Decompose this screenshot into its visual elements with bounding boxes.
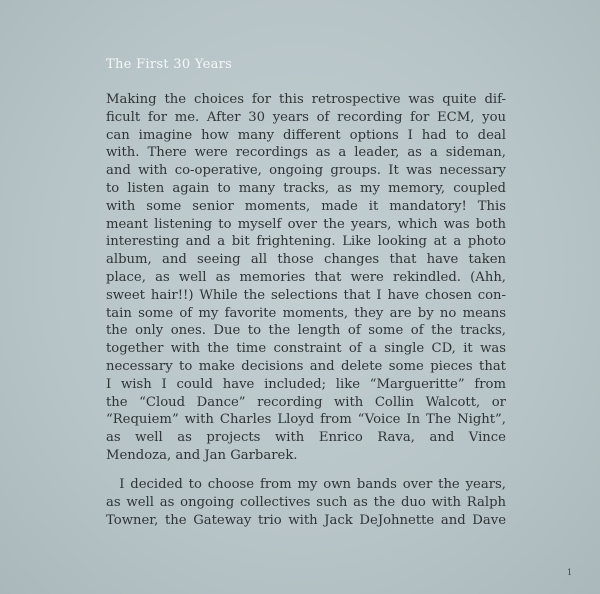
text-line: ficult for me. After 30 years of recording for ECM, you <box>106 109 506 125</box>
paragraph-bands <box>106 476 506 529</box>
text-line: the only ones. Due to the length of some of the tracks, <box>106 323 506 339</box>
text-line: Making the choices for this retrospective was quite dif- <box>106 92 506 107</box>
page-title: The First 30 Years <box>106 57 233 72</box>
text-line: necessary to make decisions and delete some pieces that <box>106 358 506 374</box>
paragraph-retrospective <box>106 91 506 465</box>
text-line: tain some of my favorite moments, they are by no means <box>106 305 506 321</box>
text-line: together with the time constraint of a single CD, it was <box>106 341 506 357</box>
text-line: Mendoza, and Jan Garbarek. <box>106 447 298 463</box>
text-line: I decided to choose from my own bands over the years, <box>106 477 506 492</box>
text-line: “Requiem” with Charles Lloyd from “Voice In The Night”, <box>106 412 506 428</box>
text-line: interesting and a bit frightening. Like looking at a photo <box>106 234 506 250</box>
text-line: with some senior moments, made it mandatory! This <box>106 198 506 214</box>
page-number: 1 <box>567 568 573 577</box>
text-line: with. There were recordings as a leader, as a sideman, <box>106 145 506 161</box>
text-line: album, and seeing all those changes that have taken <box>106 252 506 268</box>
text-line: sweet hair!!) While the selections that I have chosen con- <box>106 287 506 303</box>
text-line: Towner, the Gateway trio with Jack DeJohnette and Dave <box>106 512 506 528</box>
text-line: as well as ongoing collectives such as the duo with Ralph <box>106 494 506 510</box>
text-line: I wish I could have included; like “Margueritte” from <box>106 376 506 392</box>
text-line: can imagine how many different options I had to deal <box>106 127 506 143</box>
text-line: to listen again to many tracks, as my memory, coupled <box>106 180 506 196</box>
text-line: meant listening to myself over the years, which was both <box>106 216 506 232</box>
text-line: and with co-operative, ongoing groups. It was necessary <box>106 163 506 179</box>
text-line: as well as projects with Enrico Rava, and Vince <box>106 430 506 446</box>
text-line: the “Cloud Dance” recording with Collin Walcott, or <box>106 394 506 410</box>
text-line: place, as well as memories that were rekindled. (Ahh, <box>106 269 506 285</box>
